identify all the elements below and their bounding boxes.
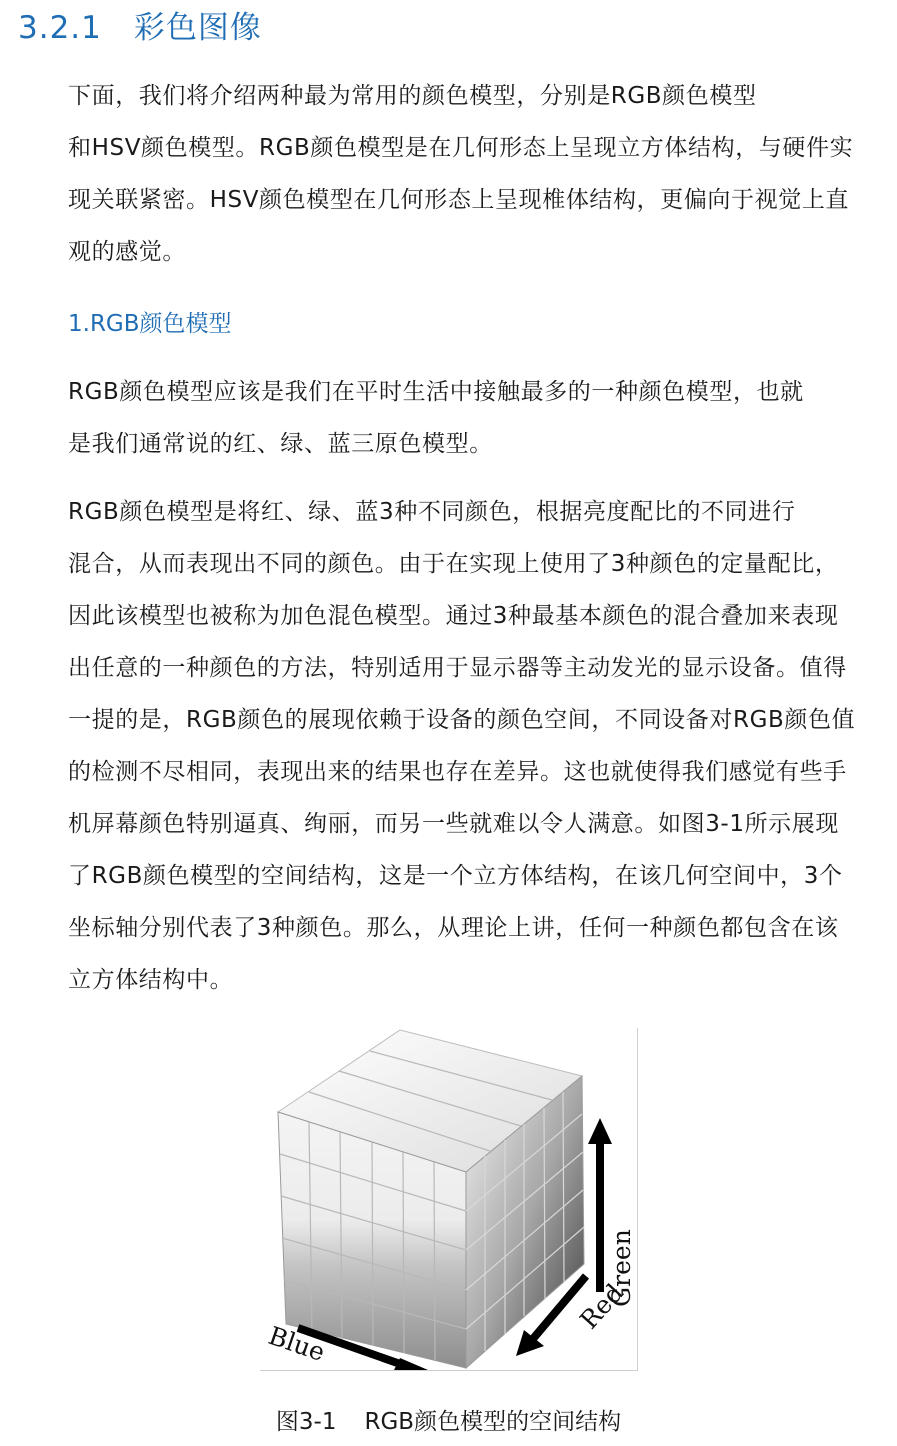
paragraph-line: 机屏幕颜色特别逼真、绚丽，而另一些就难以令人满意。如图3-1所示展现 <box>68 811 839 837</box>
paragraph-line: 混合，从而表现出不同的颜色。由于在实现上使用了3种颜色的定量配比， <box>68 551 839 577</box>
intro-paragraph <box>18 70 880 278</box>
red-axis-label: Red <box>574 1278 630 1335</box>
paragraph-line: 坐标轴分别代表了3种颜色。那么，从理论上讲，任何一种颜色都包含在该 <box>68 915 839 941</box>
paragraph-line: 的检测不尽相同，表现出来的结果也存在差异。这也就使得我们感觉有些手 <box>68 759 847 785</box>
rgb-cube-figure <box>260 1028 638 1371</box>
figure-caption <box>0 1402 897 1442</box>
paragraph-line: RGB颜色模型应该是我们在平时生活中接触最多的一种颜色模型，也就 <box>68 379 804 405</box>
paragraph-line: 现关联紧密。HSV颜色模型在几何形态上呈现椎体结构，更偏向于视觉上直 <box>68 187 850 213</box>
caption-number: 图3-1 <box>275 1409 337 1435</box>
paragraph-line: 立方体结构中。 <box>68 967 234 993</box>
green-axis-label: Green <box>607 1229 636 1307</box>
paragraph-line: 出任意的一种颜色的方法，特别适用于显示器等主动发光的显示设备。值得 <box>68 655 847 681</box>
paragraph-line: 因此该模型也被称为加色混色模型。通过3种最基本颜色的混合叠加来表现 <box>68 603 839 629</box>
paragraph-line: 一提的是，RGB颜色的展现依赖于设备的颜色空间，不同设备对RGB颜色值 <box>68 707 856 733</box>
blue-axis-label: Blue <box>264 1320 329 1367</box>
paragraph-line: 下面，我们将介绍两种最为常用的颜色模型，分别是RGB颜色模型 <box>68 83 757 109</box>
paragraph-line: 观的感觉。 <box>68 239 186 265</box>
paragraph-line: RGB颜色模型是将红、绿、蓝3种不同颜色，根据亮度配比的不同进行 <box>68 499 796 525</box>
paragraph-line: 和HSV颜色模型。RGB颜色模型是在几何形态上呈现立方体结构，与硬件实 <box>68 135 854 161</box>
section-heading <box>18 2 262 47</box>
paragraph-line: 是我们通常说的红、绿、蓝三原色模型。 <box>68 431 493 457</box>
rgb-cube-illustration <box>260 1028 637 1370</box>
paragraph-line: 了RGB颜色模型的空间结构，这是一个立方体结构，在该几何空间中，3个 <box>68 863 843 889</box>
rgb-intro-paragraph <box>18 366 880 470</box>
caption-text: RGB颜色模型的空间结构 <box>364 1409 622 1435</box>
section-title: 彩色图像 <box>133 10 262 46</box>
rgb-detail-paragraph <box>18 486 880 1006</box>
section-number: 3.2.1 <box>18 10 102 46</box>
subsection-heading: 1.RGB颜色模型 <box>68 311 232 337</box>
